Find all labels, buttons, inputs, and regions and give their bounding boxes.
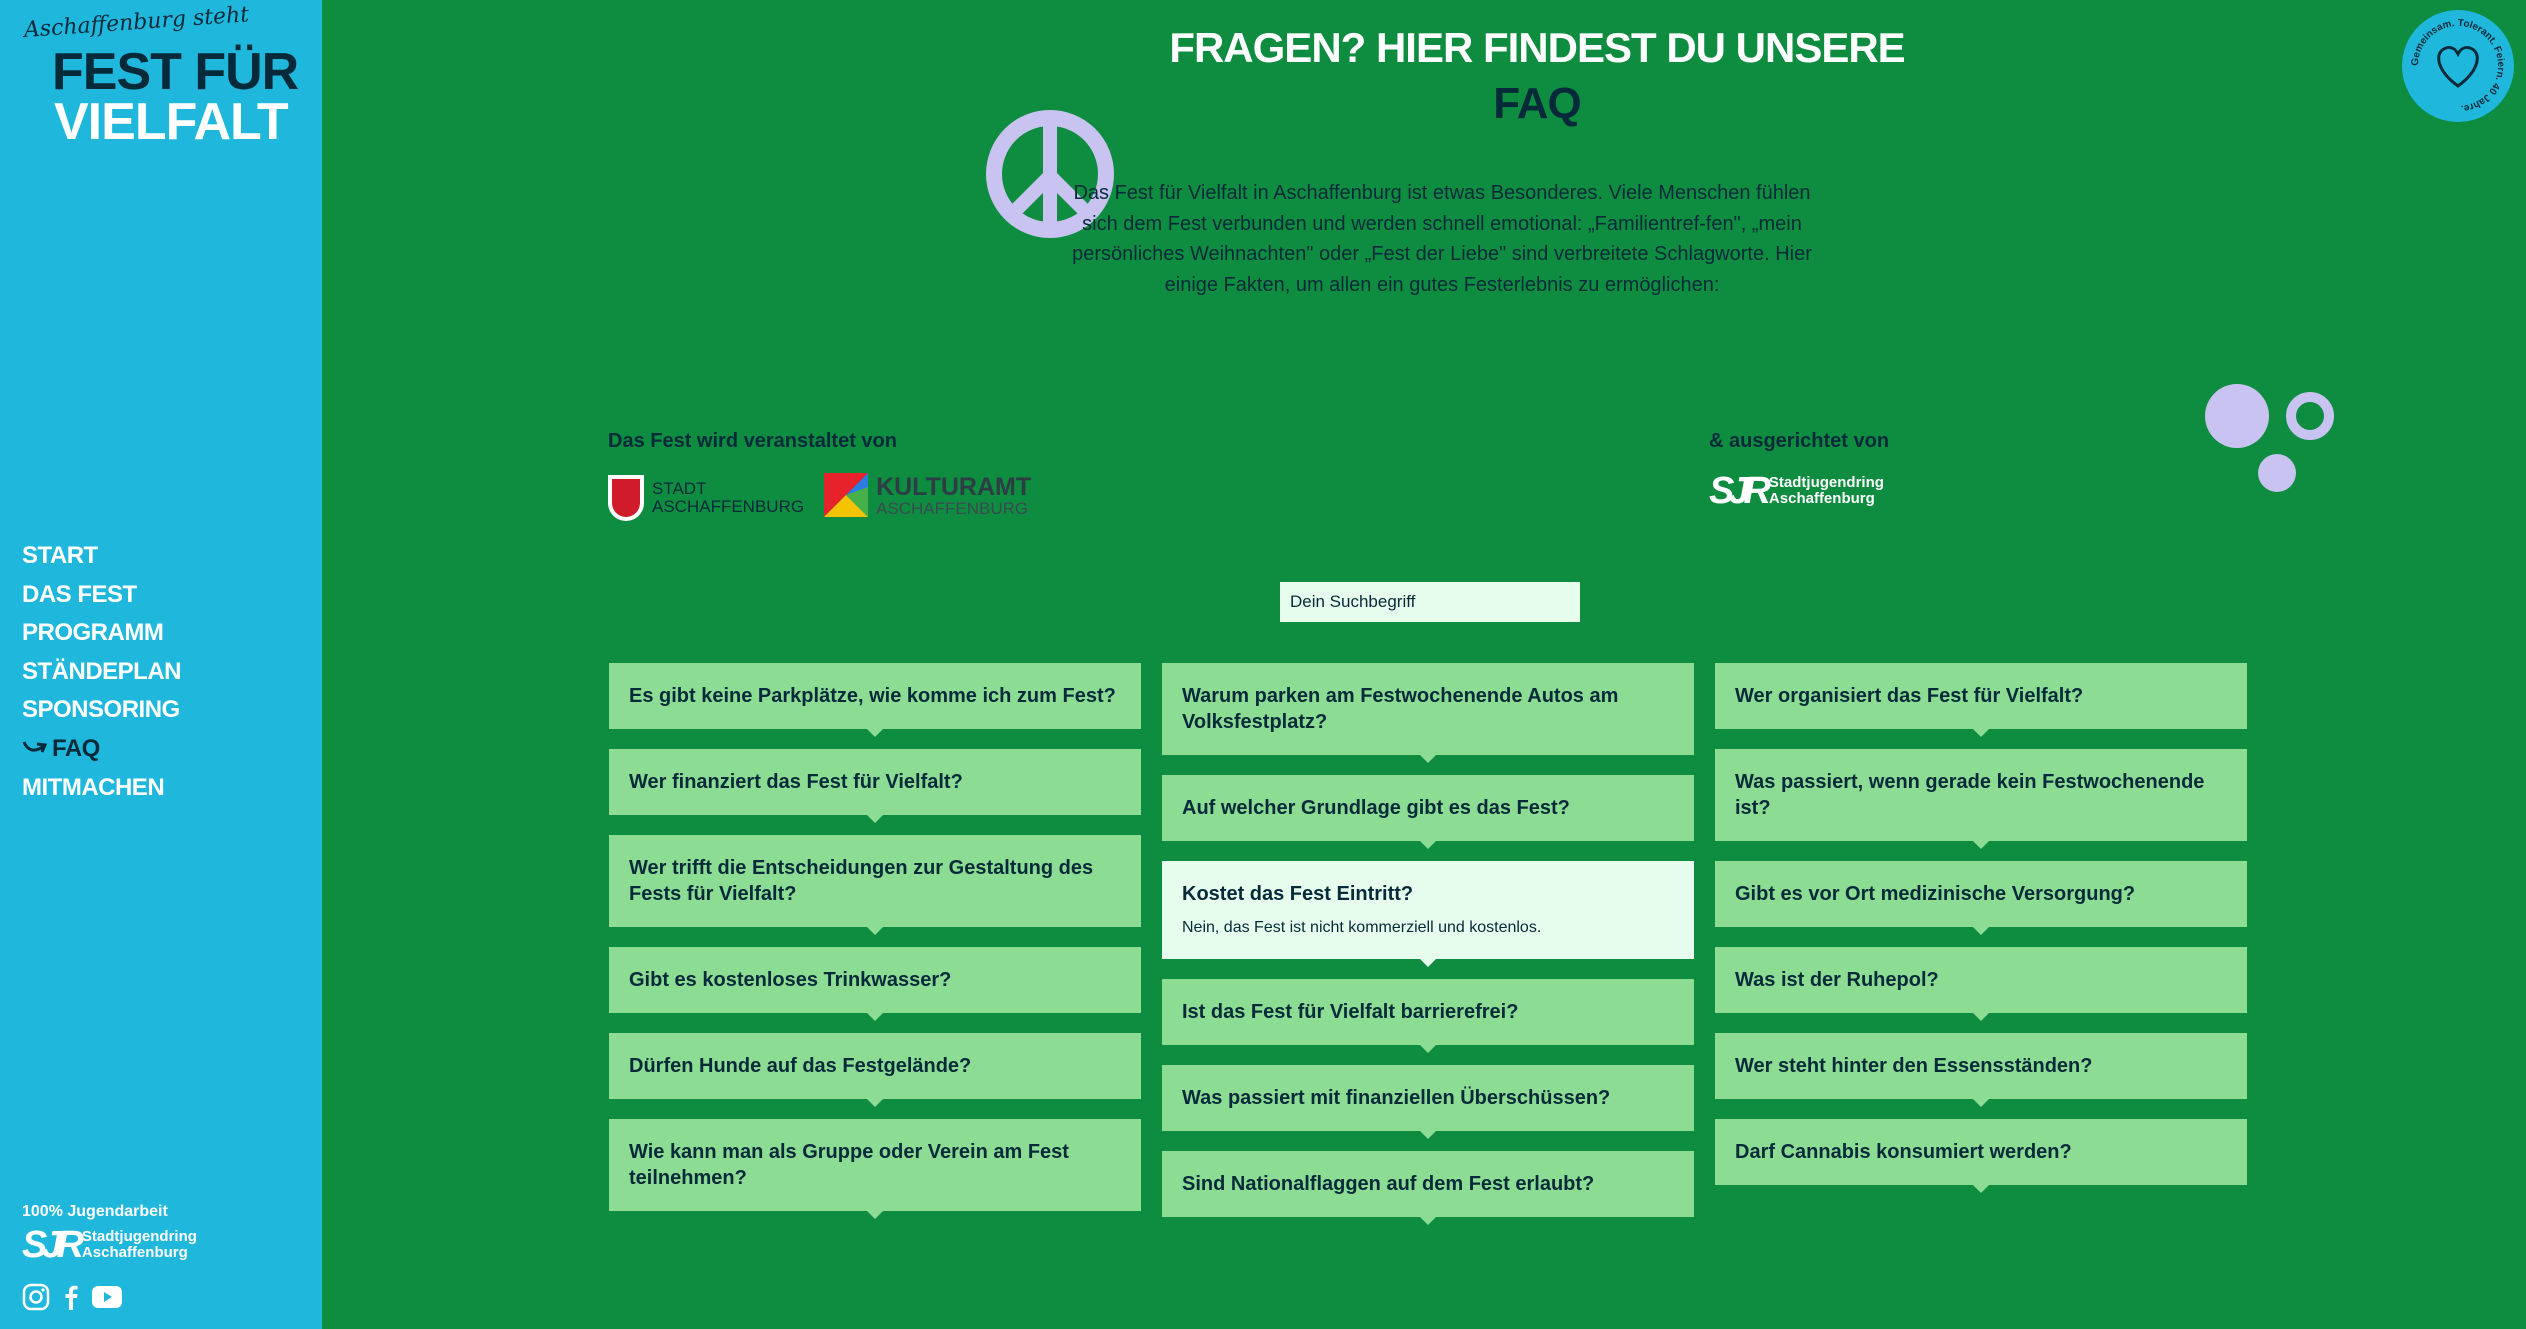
stadt-name-line-1: STADT (652, 478, 707, 498)
faq-item[interactable] (1162, 979, 1694, 1045)
nav-item-faq[interactable] (22, 730, 181, 769)
nav-item-programm[interactable] (22, 614, 181, 653)
faq-question: Ist das Fest für Vielfalt barrierefrei? (1182, 1001, 1519, 1023)
faq-column-3 (1715, 663, 2247, 1217)
faq-column-1 (609, 663, 1141, 1217)
faq-question: Wer steht hinter den Essensständen? (1735, 1055, 2093, 1077)
faq-question: Wer finanziert das Fest für Vielfalt? (629, 771, 963, 793)
faq-item[interactable] (609, 947, 1141, 1013)
nav-item-label: FAQ (52, 734, 100, 762)
faq-item[interactable] (609, 663, 1141, 729)
faq-question: Wer organisiert das Fest für Vielfalt? (1735, 685, 2084, 707)
decorative-circles (2202, 380, 2352, 505)
faq-question: Auf welcher Grundlage gibt es das Fest? (1182, 797, 1570, 819)
youtube-icon[interactable] (92, 1286, 122, 1308)
faq-item[interactable] (1162, 1065, 1694, 1131)
page-title (1112, 22, 1962, 134)
faq-item[interactable] (1162, 775, 1694, 841)
faq-item[interactable] (1715, 749, 2247, 841)
faq-question: Was ist der Ruhepol? (1735, 969, 1939, 991)
host-sjr-logo[interactable] (1709, 470, 1889, 512)
faq-question: Kostet das Fest Eintritt? (1182, 883, 1414, 905)
faq-grid (609, 663, 2247, 1217)
faq-question: Was passiert, wenn gerade kein Festwochenende ist? (1735, 771, 2205, 819)
faq-question: Was passiert mit finanziellen Überschüssen? (1182, 1087, 1611, 1109)
kulturamt-mark-icon (824, 473, 868, 522)
faq-question: Wie kann man als Gruppe oder Verein am Fest teilnehmen? (629, 1141, 1069, 1189)
search-input[interactable] (1280, 582, 1580, 622)
faq-item[interactable] (1715, 1033, 2247, 1099)
faq-item[interactable] (609, 749, 1141, 815)
faq-item[interactable] (1162, 1151, 1694, 1217)
organizer-section (608, 430, 1031, 522)
main-content (322, 0, 2526, 1329)
sjr-name-line-2: Aschaffenburg (81, 1244, 188, 1261)
sidebar-footer (22, 1203, 197, 1311)
kulturamt-name-line-2: ASCHAFFENBURG (876, 498, 1029, 518)
faq-question: Gibt es kostenloses Trinkwasser? (629, 969, 952, 991)
social-links (22, 1283, 197, 1311)
page-title-line-1: FRAGEN? HIER FINDEST DU UNSERE (1169, 24, 1905, 71)
nav-item-mitmachen[interactable] (22, 769, 181, 808)
instagram-icon[interactable] (22, 1283, 50, 1311)
stadt-name (652, 480, 804, 516)
host-section (1709, 430, 1890, 512)
sjr-mark: SJR (1709, 470, 1765, 512)
faq-question: Warum parken am Festwochenende Autos am Volksfestplatz? (1182, 685, 1619, 733)
faq-item[interactable] (1715, 663, 2247, 729)
intro-text: Das Fest für Vielfalt in Aschaffenburg ist etwas Besonderes. Viele Menschen fühlen sich dem Fest verbunden und werden schnell emotional: „Familientref-fen", „mein persönliches Weihnachten" oder „Fest der Liebe" sind verbreitete Schlagworte. Hier einige Fakten, um allen ein gutes Festerlebnis zu ermöglichen: (1072, 182, 1812, 296)
host-sjr-name (1769, 475, 1884, 507)
site-logo[interactable] (23, 2, 299, 151)
faq-question: Gibt es vor Ort medizinische Versorgung? (1735, 883, 2136, 905)
host-sjr-name-line-1: Stadtjugendring (1768, 474, 1884, 491)
sjr-name (82, 1229, 197, 1261)
nav-item-start[interactable] (22, 537, 181, 576)
sidebar (0, 0, 322, 1329)
main-nav (22, 537, 181, 807)
faq-question: Wer trifft die Entscheidungen zur Gestaltung des Fests für Vielfalt? (629, 857, 1094, 905)
sjr-mark: SJR (22, 1224, 78, 1266)
facebook-icon[interactable] (64, 1284, 78, 1310)
faq-column-2 (1162, 663, 1694, 1217)
faq-item[interactable] (609, 1119, 1141, 1211)
host-sjr-name-line-2: Aschaffenburg (1768, 490, 1875, 507)
faq-item[interactable] (1162, 663, 1694, 755)
nav-item-sponsoring[interactable] (22, 691, 181, 730)
sjr-logo[interactable] (22, 1224, 197, 1266)
stadt-name-line-2: ASCHAFFENBURG (652, 496, 805, 516)
faq-item[interactable] (609, 1033, 1141, 1099)
host-label: & ausgerichtet von (1709, 430, 1890, 452)
logo-tagline: Aschaffenburg steht (23, 2, 250, 43)
nav-arrow-icon (22, 730, 48, 769)
kulturamt-name-line-1: KULTURAMT (876, 472, 1032, 501)
faq-item-open[interactable] (1162, 861, 1694, 959)
youth-work-label: 100% Jugendarbeit (22, 1203, 168, 1220)
nav-item-das-fest[interactable] (22, 576, 181, 615)
badge-text: Gemeinsam. Tolerant. Feiern. 40 Jahre. (2409, 17, 2507, 114)
page-title-line-2: FAQ (1493, 79, 1581, 128)
logo-line-2: VIELFALT (54, 93, 288, 151)
organizer-logos (608, 473, 1031, 522)
organizer-label: Das Fest wird veranstaltet von (608, 430, 897, 452)
kulturamt-name (876, 472, 1032, 520)
faq-question: Dürfen Hunde auf das Festgelände? (629, 1055, 972, 1077)
faq-question: Es gibt keine Parkplätze, wie komme ich zum Fest? (629, 685, 1116, 707)
faq-question: Sind Nationalflaggen auf dem Fest erlaubt? (1182, 1173, 1595, 1195)
faq-item[interactable] (1715, 861, 2247, 927)
nav-item-label: SPONSORING (22, 696, 180, 724)
city-crest-icon (608, 475, 644, 521)
logo-line-1: FEST FÜR (52, 43, 299, 101)
kulturamt-logo[interactable] (824, 473, 1031, 522)
nav-item-staendeplan[interactable] (22, 653, 181, 692)
nav-item-label: MITMACHEN (22, 773, 165, 801)
faq-item[interactable] (1715, 947, 2247, 1013)
faq-answer: Nein, das Fest ist nicht kommerziell und kostenlos. (1182, 919, 1542, 936)
faq-item[interactable] (609, 835, 1141, 927)
nav-item-label: DAS FEST (22, 580, 137, 608)
heart-badge-icon (2400, 8, 2516, 129)
faq-item[interactable] (1715, 1119, 2247, 1185)
sjr-name-line-1: Stadtjugendring (81, 1228, 197, 1245)
nav-item-label: PROGRAMM (22, 619, 164, 647)
faq-question: Darf Cannabis konsumiert werden? (1735, 1141, 2072, 1163)
nav-item-label: STÄNDEPLAN (22, 657, 182, 685)
nav-item-label: START (22, 542, 98, 569)
stadt-aschaffenburg-logo[interactable] (608, 475, 804, 521)
